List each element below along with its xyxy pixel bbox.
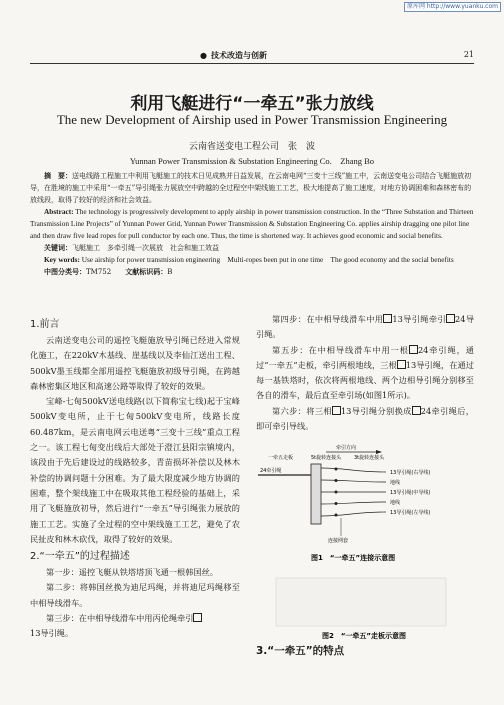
- step-3: [30, 611, 240, 642]
- rope-ground-1: [321, 480, 386, 482]
- step-6-text-c: 24牵引绳后，即可牵引导线。: [256, 405, 474, 432]
- doc-label: 文献标识码：: [125, 267, 168, 276]
- step-4-text-b: 13导引绳牵引: [392, 314, 447, 324]
- swivel-1: [335, 468, 338, 471]
- fig1-board-label: 一牵五走板: [268, 455, 294, 462]
- right-column: [256, 312, 474, 660]
- fig1-direction-label: 牵引方向: [336, 445, 357, 452]
- author-english: Yunnan Power Transmission & Substation Engineering Co. Zhang Bo: [129, 156, 375, 166]
- step-3-text-a: 第三步：在中相导线滑车中用丙伦绳牵引: [46, 613, 194, 624]
- abstract-en: [30, 206, 474, 242]
- figure-1-caption: 图1 “一牵五”连接示意图: [311, 554, 396, 563]
- step-5-text-c: 13导引绳，在通过每一基铁塔时，依次将两根地线、两个边相导引绳分别移至各自的滑车，最后直至牵引场(如图1所示)。: [256, 359, 474, 401]
- fig1-left-rope-label: 24牵引绳: [260, 468, 282, 475]
- section-title: ● 技术改造与创新: [200, 50, 267, 61]
- step-4: [256, 312, 474, 343]
- step-2: 第二步：将韩国丝换为迪尼玛绳，并将迪尼玛绳移至中相导线滑车。: [30, 582, 240, 608]
- direction-arrow-head: [376, 450, 382, 454]
- swivel-5: [335, 514, 338, 517]
- swivel-2: [335, 479, 338, 482]
- classification: [30, 266, 474, 278]
- heading-features: 3.“一牵五”的特点: [256, 645, 345, 658]
- swivel-joints: [335, 468, 338, 517]
- running-header: [30, 50, 474, 64]
- fig1-joint5-label: 5t旋转连接头: [311, 455, 342, 462]
- missing-glyph-box: [332, 406, 341, 415]
- step-6-text-b: 13导引绳分别换成: [340, 405, 412, 416]
- rope-ground-2: [321, 502, 386, 504]
- step-6-text-a: 第六步：将三相: [272, 405, 332, 416]
- fig1-ground1-label: 地线: [390, 480, 401, 487]
- step-3-text-b: 13导引绳。: [30, 628, 74, 639]
- keywords-en: [30, 254, 474, 266]
- title-chinese: 利用飞艇进行“一牵五”张力放线: [130, 94, 374, 114]
- swivel-3: [335, 491, 338, 494]
- fig1-bottom-label: 连接网套: [328, 538, 349, 545]
- step-6: [256, 404, 474, 435]
- missing-glyph-box: [409, 345, 418, 354]
- fig1-g2-label: 13导引绳(中导线): [390, 490, 431, 497]
- step-5-text-b: 24牵引绳，通过“一牵五”走板，牵引两根地线，三根: [256, 344, 474, 370]
- heading-intro: 1.前言: [30, 319, 60, 330]
- abstract-en-label: Abstract:: [44, 207, 74, 216]
- missing-glyph-box: [412, 406, 421, 415]
- fig1-ground2-label: 地线: [390, 500, 401, 507]
- keywords-en-text: Use airship for power transmission engineering Multi-ropes been put in one time The good economy and the social benefits: [81, 255, 454, 264]
- step-4-text-a: 第四步：在中相导线滑车中用: [272, 314, 384, 324]
- author-chinese: 云南省送变电工程公司 张 波: [188, 142, 315, 152]
- missing-glyph-box: [193, 613, 202, 622]
- figure-1-diagram: [256, 442, 474, 564]
- fig1-joint3-label: 3t旋转连接头: [354, 455, 385, 462]
- keywords-cn-label: 关键词：: [44, 243, 72, 252]
- abstract-block: [30, 170, 474, 278]
- figure-2-caption: 图2 “一牵五”走板示意图: [321, 632, 407, 641]
- left-column: [30, 315, 240, 642]
- header-rule: [30, 63, 474, 64]
- lead-ropes: [321, 468, 386, 516]
- missing-glyph-box: [397, 360, 406, 369]
- keywords-en-label: Key words:: [44, 255, 80, 264]
- fig1-g3-label: 13导引绳(左导线): [390, 510, 431, 517]
- paragraph-intro-1: 云南送变电公司的遥控飞艇施放导引绳已经进入常规化施工，在220kV木基线、崖基线以及李仙江送出工程、500kV墨玉线都全部用遥控飞艇施放初级导引绳，在跨越森林密集区地区和高速公路等取得了较好的效果。: [30, 335, 240, 391]
- swivel-4: [335, 502, 338, 505]
- abstract-cn-label: 摘 要：: [44, 171, 72, 180]
- step-4-text-c: 24导引绳。: [256, 314, 475, 340]
- figure-2-diagram: [256, 572, 474, 642]
- watermark: 原库网 http://www.yuanku.com: [404, 2, 501, 12]
- heading-process: 2.“一牵五”的过程描述: [30, 551, 130, 563]
- keywords-cn-text: 飞艇施工 多牵引绳一次展放 社会和施工效益: [72, 244, 219, 252]
- rope-left-conductor: [321, 512, 386, 516]
- missing-glyph-box: [446, 314, 455, 323]
- page-number: 21: [463, 50, 474, 59]
- title-english: The new Development of Airship used in Power Transmission Engineering: [56, 112, 448, 127]
- paragraph-intro-2: 宝峰-七甸500kV送电线路(以下简称宝七线)起于宝峰500kV变电所，止于七甸500kV变电所，线路长度60.487km，是云南电网云电送粤“三变十三线”重点工程之一。该工程七甸变出线后大部处于澄江县阳宗镇境内，该段由于先后建设过的线路较多，青苗损坏补偿以及林木补偿的协调问题十分困难。为了最大限度减少地方协调的困难，整个架线施工中在吸取其他工程经验的基础上，采用了飞艇施放初导，然后进行“一牵五”导引绳张力展放的施工工艺。实施了全过程的空中架线施工工艺，避免了农民扯皮和林木砍伐，取得了较好的效果。: [30, 396, 240, 544]
- fig1-g1-label: 13导引绳(右导线): [390, 470, 431, 477]
- running-board: [311, 464, 321, 524]
- abstract-cn-text: 送电线路工程施工中利用飞艇施工的技术日见成熟并日益发展，在云南电网“三变十三线”施工中，云南送变电公司结合飞艇施放初导，在胜境的施工中采用“一牵五”导引绳张力展放空中跨越的全过程空中架线施工工艺，极大地提高了施工速度，对地方协调困难和森林密布的放线段，取得了较好的经济和社会效益。: [30, 172, 472, 204]
- class-value: TM752: [86, 268, 112, 276]
- figure-1: [256, 442, 474, 564]
- step-5-text-a: 第五步：在中相导线滑车中用一根: [272, 344, 409, 355]
- rope-right-conductor: [321, 468, 386, 472]
- doc-value: B: [167, 268, 173, 276]
- class-label: 中图分类号：: [44, 267, 86, 276]
- abstract-en-text: The technology is progressively development to apply airship in power transmission construction. In the “Three Substation and Thirteen Transmission Line Projects” of Yunnan Power Grid, Yunnan Power Transmission & Substation Engineering Co. applies airship dragging one pilot line and then draw five lead ropes for pull conductor by each one. Thus, the time is shortened way. It achieves good economic and social benefits.: [30, 207, 474, 240]
- abstract-cn: [30, 170, 474, 206]
- step-5: [256, 343, 474, 404]
- step-1: 第一步：遥控飞艇从铁塔塔顶飞通一根韩国丝。: [46, 567, 218, 578]
- figure-2-image-area: [276, 578, 446, 626]
- keywords-cn: [30, 242, 474, 254]
- figure-2: [256, 572, 474, 642]
